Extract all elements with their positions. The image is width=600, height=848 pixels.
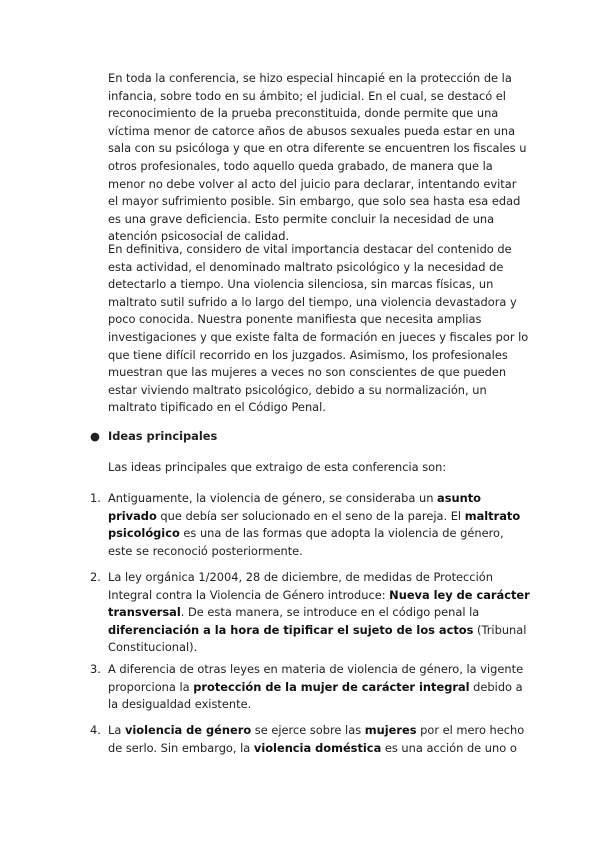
section-intro: Las ideas principales que extraigo de esta conferencia son: [108,460,447,474]
list-item-number: 4. [90,723,101,737]
list-item-text: A diferencia de otras leyes en materia de violencia de género, la vigente proporciona la protección de la mujer de carácter integral debido a la desigualdad existente. [108,662,524,712]
list-item-text: La violencia de género se ejerce sobre las mujeres por el mero hecho de serlo. Sin embargo, la violencia doméstica es una acción de uno o [108,723,525,755]
list-item-text: La ley orgánica 1/2004, 28 de diciembre, de medidas de Protección Integral contra la Violencia de Género introduce: Nueva ley de carácter transversal. De esta manera, se introduce en el código penal la diferenciación a la hora de tipificar el sujeto de los actos (Tribunal Constitucional). [108,570,530,655]
list-item-number: 1. [90,491,101,505]
list-item-number: 3. [90,662,101,676]
list-item-text: Antiguamente, la violencia de género, se consideraba un asunto privado que debía ser solucionado en el seno de la pareja. El maltrato psicológico es una de las formas que adopta la violencia de género, este se reconoció posteriormente. [108,491,521,558]
section-heading-text: Ideas principales [108,429,218,443]
paragraph-psychological-abuse: En definitiva, considero de vital importancia destacar del contenido de esta actividad, el denominado maltrato psicológico y la necesidad de detectarlo a tiempo. Una violencia silenciosa, sin marcas físicas, un maltrato sutil sufrido a lo largo del tiempo, una violencia devastadora y poco conocida. Nuestra ponente manifiesta que necesita amplias investigaciones y que existe falta de formación en jueces y fiscales por lo que tiene difícil recorrido en los juzgados. Asimismo, los profesionales muestran que las mujeres a veces no son conscientes de que pueden estar viviendo maltrato psicológico, debido a su normalización, un maltrato tipificado en el Código Penal. [108,242,529,415]
list-item-number: 2. [90,570,101,584]
bullet-icon: ● [90,429,100,443]
paragraph-protection-childhood: En toda la conferencia, se hizo especial hincapié en la protección de la infancia, sobre todo en su ámbito; el judicial. En el cual, se destacó el reconocimiento de la prueba preconstituida, donde permite que una víctima menor de catorce años de abusos sexuales pueda estar en una sala con su psicóloga y que en otra diferente se encuentren los fiscales u otros profesionales, todo aquello queda grabado, de manera que la menor no debe volver al acto del juicio para declarar, intentando evitar el mayor sufrimiento posible. Sin embargo, que solo sea hasta esa edad es una grave deficiencia. Esto permite concluir la necesidad de una atención psicosocial de calidad. [108,71,527,244]
